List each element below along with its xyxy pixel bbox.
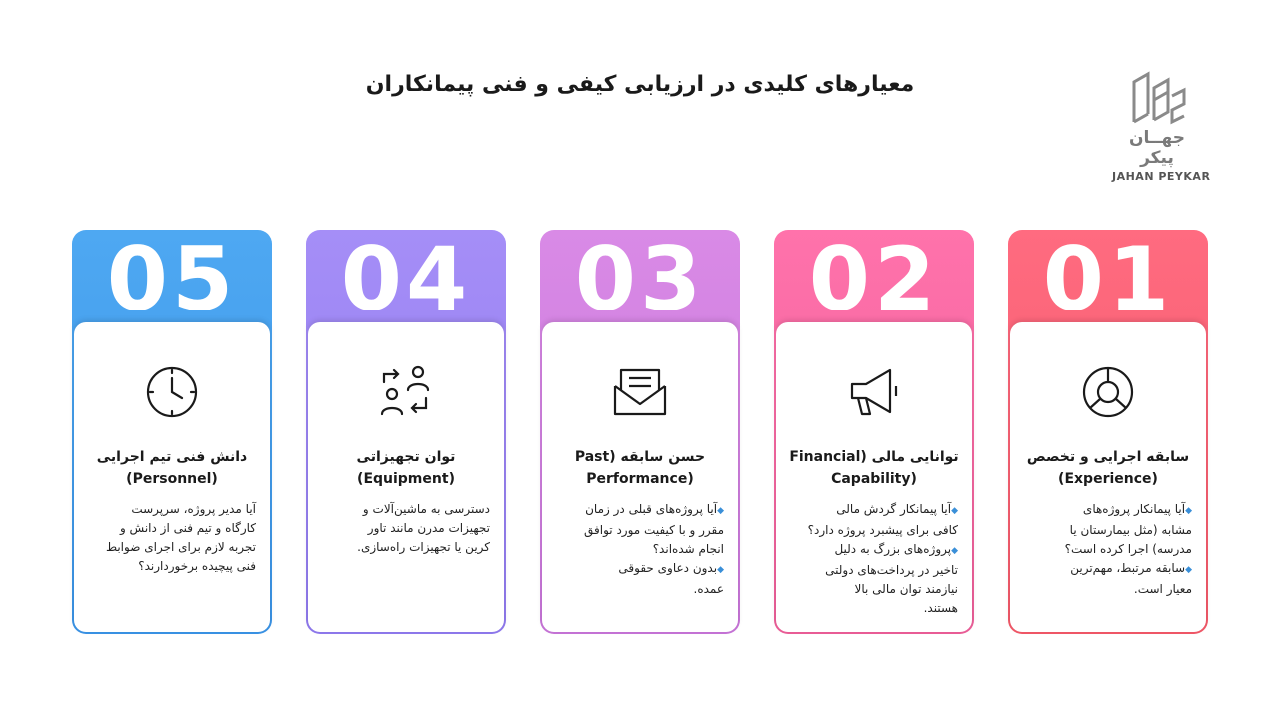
desc-line: مقرر و با کیفیت مورد توافق [584, 523, 724, 537]
user-swap-icon [378, 364, 434, 420]
megaphone-icon [846, 364, 902, 420]
criteria-card-performance [540, 230, 740, 634]
logo-name-en: JAHAN PEYKAR [1112, 170, 1211, 183]
desc-line: آیا پروژه‌های قبلی در زمان [585, 502, 718, 516]
card-body [776, 322, 972, 632]
diamond-bullet-icon: ◆ [951, 546, 958, 556]
card-description [88, 500, 256, 576]
logo-mark-icon [1126, 70, 1188, 126]
card-description [790, 500, 958, 618]
criteria-card-equipment [306, 230, 506, 634]
card-title-line: (Performance [586, 471, 694, 487]
card-number: 01 [1042, 240, 1174, 310]
card-number: 02 [808, 240, 940, 310]
desc-line: نیازمند توان مالی بالا [854, 582, 958, 596]
desc-line: آیا پیمانکار گردش مالی [836, 502, 952, 516]
desc-line: معیار است. [1133, 582, 1192, 596]
desc-line: تاخیر در پرداخت‌های دولتی [825, 563, 958, 577]
clock-icon [144, 364, 200, 420]
card-title-line: (Capability [831, 471, 917, 487]
page-title: معیارهای کلیدی در ارزیابی کیفی و فنی پیمانکاران [365, 72, 915, 97]
card-title [550, 446, 730, 490]
diamond-bullet-icon: ◆ [1185, 565, 1192, 575]
criteria-card-financial [774, 230, 974, 634]
criteria-card-experience [1008, 230, 1208, 634]
diamond-bullet-icon: ◆ [717, 565, 724, 575]
card-title-line: سابقه اجرایی و تخصص [1026, 449, 1190, 465]
card-title-line: توانایی مالی (Financial [789, 449, 959, 465]
card-body [74, 322, 270, 632]
desc-line: آیا مدیر پروژه، سرپرست [131, 502, 256, 516]
desc-line: کرین یا تجهیزات راه‌سازی. [357, 540, 490, 554]
card-title [1018, 446, 1198, 490]
card-number: 03 [574, 240, 706, 310]
desc-line: آیا پیمانکار پروژه‌های [1082, 502, 1186, 516]
criteria-card-personnel [72, 230, 272, 634]
desc-line: هستند. [923, 601, 958, 615]
desc-line: سابقه مرتبط، مهم‌ترین [1070, 561, 1186, 575]
card-body [542, 322, 738, 632]
logo [1112, 70, 1211, 183]
desc-line: تجهیزات مدرن مانند تاور [367, 521, 490, 535]
card-description [556, 500, 724, 599]
desc-line: دسترسی به ماشین‌آلات و [362, 502, 490, 516]
desc-line: بدون دعاوی حقوقی [618, 561, 718, 575]
diamond-bullet-icon: ◆ [1185, 506, 1192, 516]
desc-line: انجام شده‌اند؟ [652, 542, 724, 556]
card-description [1024, 500, 1192, 599]
card-body [308, 322, 504, 632]
card-number: 05 [106, 240, 238, 310]
card-title [784, 446, 964, 490]
card-description [322, 500, 490, 557]
card-title-line: (Experience) [1058, 471, 1158, 487]
diamond-bullet-icon: ◆ [951, 506, 958, 516]
desc-line: مشابه (مثل بیمارستان یا [1069, 523, 1192, 537]
card-body [1010, 322, 1206, 632]
desc-line: فنی پیچیده برخوردارند؟ [138, 559, 256, 573]
desc-line: مدرسه) اجرا کرده است؟ [1064, 542, 1192, 556]
card-title [82, 446, 262, 490]
envelope-icon [611, 364, 669, 420]
desc-line: عمده. [693, 582, 724, 596]
desc-line: پروژه‌های بزرگ به دلیل [834, 542, 952, 556]
desc-line: کافی برای پیشبرد پروژه دارد؟ [807, 523, 958, 537]
card-number: 04 [340, 240, 472, 310]
card-title-line: حسن سابقه (Past [574, 449, 706, 465]
card-title-line: (Personnel) [126, 471, 218, 487]
logo-name-fa: جهــان پیکر [1129, 128, 1185, 168]
card-title-line: توان تجهیزاتی [356, 449, 456, 465]
pie-chart-icon [1080, 364, 1136, 420]
diamond-bullet-icon: ◆ [717, 506, 724, 516]
card-title-line: (Equipment) [357, 471, 455, 487]
card-title-line: دانش فنی تیم اجرایی [96, 449, 248, 465]
desc-line: کارگاه و تیم فنی از دانش و [119, 521, 256, 535]
desc-line: تجربه لازم برای اجرای ضوابط [105, 540, 256, 554]
card-title [316, 446, 496, 490]
